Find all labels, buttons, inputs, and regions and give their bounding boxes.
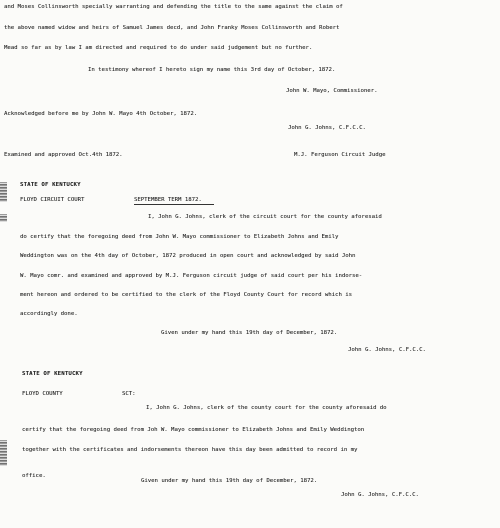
body-line: accordingly done. — [20, 311, 78, 317]
body-line: Mead so far as by law I am directed and required to do under said judgement but no further. — [4, 45, 313, 51]
body-line: office. — [22, 473, 46, 479]
body-line: do certify that the foregoing deed from John W. Mayo commissioner to Elizabeth Johns and Emily — [20, 234, 339, 240]
signature-commissioner: John W. Mayo, Commissioner. — [286, 88, 378, 94]
signature-judge: M.J. Ferguson Circuit Judge — [294, 152, 386, 158]
state-heading: STATE OF KENTUCKY — [20, 182, 81, 188]
testimony-line: In testimony whereof I hereto sign my name this 3rd day of October, 1872. — [88, 67, 336, 73]
body-line: and Moses Collinsworth specially warranting and defending the title to the same against the claim of — [4, 4, 343, 10]
given-line: Given under my hand this 19th day of December, 1872. — [141, 478, 318, 484]
given-line: Given under my hand this 19th day of December, 1872. — [161, 330, 338, 336]
term-heading: SEPTEMBER TERM 1872. — [134, 197, 202, 203]
scan-edge-mark — [0, 214, 7, 222]
signature-clerk: John G. Johns, C.F.C.C. — [348, 347, 426, 353]
acknowledgement-line: Acknowledged before me by John W. Mayo 4th October, 1872. — [4, 111, 198, 117]
body-line: the above named widow and heirs of Samuel James decd, and John Franky Moses Collinsworth and Robert — [4, 25, 340, 31]
body-line: I, John G. Johns, clerk of the county court for the county aforesaid do — [146, 405, 387, 411]
body-line: certify that the foregoing deed from Joh W. Mayo commissioner to Elizabeth Johns and Emily Weddington — [22, 427, 365, 433]
county-heading: FLOYD COUNTY — [22, 391, 63, 397]
term-underline — [134, 204, 214, 205]
signature-clerk: John G. Johns, C.F.C.C. — [288, 125, 366, 131]
body-line: together with the certificates and indorsements thereon have this day been admitted to record in my — [22, 447, 358, 453]
scan-edge-mark — [0, 182, 7, 202]
signature-clerk: John G. Johns, C.F.C.C. — [341, 492, 419, 498]
court-heading: FLOYD CIRCUIT COURT — [20, 197, 85, 203]
body-line: I, John G. Johns, clerk of the circuit court for the county aforesaid — [148, 214, 382, 220]
approval-line: Examined and approved Oct.4th 1872. — [4, 152, 123, 158]
body-line: Weddington was on the 4th day of October, 1872 produced in open court and acknowledged by said John — [20, 253, 356, 259]
scan-edge-mark — [0, 440, 7, 466]
body-line: ment hereon and ordered to be certified to the clerk of the Floyd County Court for record which is — [20, 292, 352, 298]
state-heading: STATE OF KENTUCKY — [22, 371, 83, 377]
body-line: W. Mayo comr. and examined and approved by M.J. Ferguson circuit judge of said court per his indorse- — [20, 273, 363, 279]
sct-label: SCT: — [122, 391, 136, 397]
